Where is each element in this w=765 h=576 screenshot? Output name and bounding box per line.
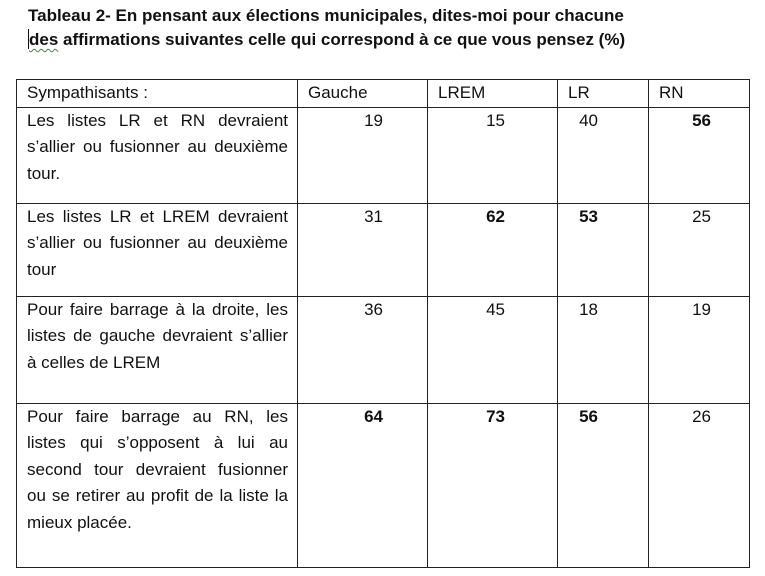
- row-label-text: Les listes LR et LREM devraient s’allier ou fusionner au deuxième tour: [27, 206, 288, 279]
- header-sympathisants: Sympathisants :: [17, 80, 298, 108]
- value-rn: 26: [649, 403, 750, 567]
- value-rn: 56: [649, 107, 750, 203]
- header-gauche: Gauche: [298, 80, 428, 108]
- value-rn: 19: [649, 296, 750, 403]
- value-lrem: 73: [428, 403, 558, 567]
- header-lr: LR: [558, 80, 649, 108]
- value-lr: 56: [558, 403, 649, 567]
- value-gauche: 31: [298, 203, 428, 296]
- results-table: [16, 79, 750, 568]
- value-lrem: 45: [428, 296, 558, 403]
- value-lr: 18: [558, 296, 649, 403]
- value-lrem: 62: [428, 203, 558, 296]
- row-label-text: Pour faire barrage à la droite, les listes de gauche devraient s’allier à celles de LREM: [27, 299, 288, 372]
- value-lrem: 15: [428, 107, 558, 203]
- row-label: [17, 403, 298, 567]
- value-gauche: 19: [298, 107, 428, 203]
- table-row: [17, 107, 750, 203]
- title-prefix: Tableau 2-: [28, 6, 111, 25]
- value-gauche: 64: [298, 403, 428, 567]
- row-label-text: Pour faire barrage au RN, les listes qui s’opposent à lui au second tour devraient fusionner ou se retirer au profit de la liste la mieux placée.: [27, 406, 288, 532]
- value-gauche: 36: [298, 296, 428, 403]
- table-row: [17, 296, 750, 403]
- value-rn: 25: [649, 203, 750, 296]
- table-row: [17, 403, 750, 567]
- value-lr: 53: [558, 203, 649, 296]
- header-lrem: LREM: [428, 80, 558, 108]
- title-line1: En pensant aux élections municipales, dites-moi pour chacune: [110, 6, 624, 25]
- title-line2-wrap: [28, 28, 748, 52]
- table-title: [28, 4, 748, 52]
- row-label: [17, 203, 298, 296]
- header-rn: RN: [649, 80, 750, 108]
- value-lr: 40: [558, 107, 649, 203]
- row-label: [17, 296, 298, 403]
- title-line2-spellcheck-word[interactable]: des: [29, 30, 59, 49]
- table-header-row: [17, 80, 750, 108]
- table-row: [17, 203, 750, 296]
- row-label: [17, 107, 298, 203]
- row-label-text: Les listes LR et RN devraient s’allier ou fusionner au deuxième tour.: [27, 110, 288, 183]
- title-line2: affirmations suivantes celle qui correspond à ce que vous pensez (%): [58, 30, 626, 49]
